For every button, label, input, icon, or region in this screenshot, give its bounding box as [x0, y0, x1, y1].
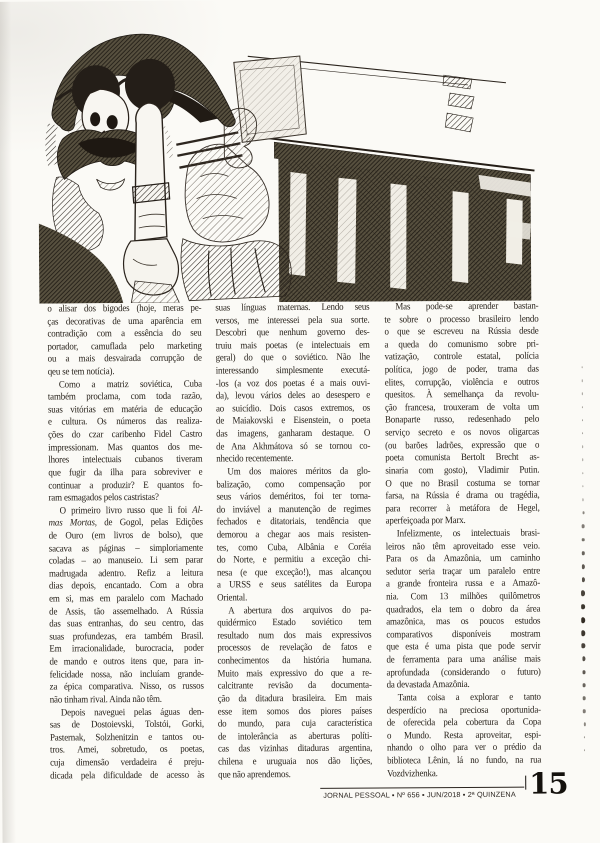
- text-line: suas profundezas, era também Brasil.: [49, 630, 204, 643]
- article-columns: [0, 300, 600, 790]
- text-line: dicada pela dificuldade de acesso às: [50, 769, 205, 782]
- text-line: calcitrante revisão da documenta-: [217, 679, 372, 692]
- text-line: za épica comparativa. Nisso, os russos: [49, 680, 204, 693]
- text-line: leiros não têm aproveitado esse veio.: [385, 540, 540, 553]
- text-line: O que no Brasil costuma se tornar: [384, 477, 540, 490]
- text-line: Pasternak, Solzhenitzin e tantos ou-: [49, 731, 205, 744]
- text-line: ções do czar caribenho Fidel Castro: [48, 428, 203, 441]
- text-line: de mando e outros itens que, para in-: [49, 655, 204, 668]
- text-line: de Ouro (em livros de bolso), que: [48, 529, 203, 542]
- text-line: política, jogo de poder, trama das: [384, 363, 539, 376]
- text-line: Oriental.: [217, 592, 248, 604]
- text-line: Bonaparte russo, redesenhado pelo: [384, 414, 539, 426]
- text-line: biblioteca Lênin, lá no fundo, na rua: [386, 754, 541, 767]
- text-line: Mas pode-se aprender bastan-: [394, 300, 538, 313]
- text-line: de Ana Akhmátova só se tornou co-: [216, 440, 371, 453]
- text-line: impressionam. Mas quantos dos me-: [48, 441, 203, 454]
- text-line: te sobre o processo brasileiro lendo: [383, 313, 539, 326]
- text-line: portador, camuflada pelo marketing: [47, 340, 202, 353]
- text-line: sedutor seria traçar um paralelo entre: [385, 565, 540, 578]
- text-column-3: [384, 301, 541, 781]
- text-line: amazônica, mas os poucos estudos: [385, 615, 540, 628]
- text-line: desperdício na preciosa oportunida-: [386, 704, 541, 716]
- text-line: de Assis, tão assemelhado. A Rússia: [49, 605, 204, 618]
- footer-tick: [525, 776, 526, 790]
- text-line: nhecido recentemente.: [216, 453, 294, 465]
- text-line: O primeiro livro russo que li foi Al-: [59, 504, 203, 517]
- text-line: não tinham rival. Ainda não têm.: [49, 693, 162, 706]
- text-line: suas vitórias em matéria de educação: [47, 403, 203, 416]
- text-line: continuar a produzir? E quantos fo-: [48, 479, 203, 492]
- text-line: ou a mais desvairada corrupção de: [47, 353, 202, 365]
- text-line: resultado num dos mais expressivos: [217, 629, 372, 642]
- text-line: madrugada adentro. Refiz a leitura: [48, 567, 204, 580]
- text-line: cuja dimensão verdadeira é preju-: [50, 756, 205, 769]
- text-line: interessando simplesmente executá-: [215, 364, 370, 377]
- text-line: fechados e ditatoriais, tendência que: [216, 515, 371, 528]
- text-line: demorou a chegar aos mais resisten-: [216, 528, 371, 541]
- text-line: da devastada Amazônia.: [386, 679, 470, 691]
- text-line: nesa (e que exceção!), mas alcançou: [216, 566, 372, 579]
- text-line: quadrados, ela tem o dobro da área: [385, 603, 540, 616]
- text-line: Muito mais expressivo do que a re-: [217, 667, 372, 680]
- text-line: a grande fronteira russa e a Amazô-: [385, 577, 540, 590]
- text-line: e cultura. Os números das realiza-: [47, 416, 203, 429]
- text-column-1: [47, 303, 204, 783]
- text-line: sinaria com gosto), Vladimir Putin.: [384, 464, 539, 477]
- text-line: do inviável a manutenção de regimes: [216, 503, 371, 516]
- text-line: ças decorativas de uma aparência em: [47, 315, 202, 328]
- text-line: serviço secreto e os novos oligarcas: [384, 426, 539, 439]
- page-number: 15: [529, 766, 568, 801]
- text-line: processos de revelação de fatos e: [217, 642, 372, 654]
- text-line: farsa, na Rússia é drama ou tragédia,: [384, 489, 540, 502]
- text-line: ao suicídio. Dois casos extremos, os: [215, 402, 371, 415]
- text-line: aperfeiçoada por Marx.: [385, 515, 466, 527]
- text-line: esse item somos dos piores países: [217, 705, 372, 718]
- text-line: Depois naveguei pelas águas den-: [60, 706, 204, 718]
- text-line: das suas entranhas, do seu centro, das: [49, 617, 204, 630]
- text-line: nia. Com 13 milhões quilômetros: [385, 590, 540, 603]
- text-line: ram esmagados pelos castristas?: [48, 492, 159, 504]
- text-line: -los (a voz dos poetas é a mais ouvi-: [215, 377, 370, 390]
- text-line: tros. Amei, sobretudo, os poetas,: [49, 743, 205, 756]
- text-line: versos, me interessei pela sua sorte.: [215, 314, 370, 327]
- text-line: contradição com a essência do seu: [47, 327, 202, 340]
- text-line: poeta comunista Bertolt Brecht as-: [384, 451, 539, 464]
- text-line: vatização, controle estatal, polícia: [384, 350, 539, 363]
- text-line: que não aprendemos.: [218, 768, 291, 781]
- text-line: conhecimentos da história humana.: [217, 654, 372, 667]
- text-line: cas das vizinhas ditaduras argentina,: [217, 742, 373, 755]
- footer-meta-text: JORNAL PESSOAL ▪ Nº 656 ▪ JUN/2018 ▪ 2ª QUINZENA: [323, 789, 516, 800]
- text-line: tes, como Cuba, Albânia e Coréia: [216, 541, 371, 554]
- text-line: quesitos. À semelhança da revolu-: [384, 388, 539, 401]
- text-line: qeu se tem notícia).: [47, 366, 115, 378]
- text-line: Descobri que nenhum governo des-: [215, 326, 370, 339]
- text-line: chilena e uruguaia nos dão lições,: [218, 755, 373, 768]
- text-line: a queda do comunismo sobre pri-: [384, 338, 539, 351]
- text-line: dias depois, encantado. Com a obra: [48, 580, 204, 592]
- text-line: do mundo, para cuja característica: [217, 717, 373, 730]
- text-line: de oferecida pela cobertura da Copa: [386, 716, 541, 729]
- text-line: seus vários deméritos, foi ter torna-: [216, 490, 371, 503]
- text-line: truiu mais poetas (e intelectuais em: [215, 339, 370, 352]
- text-line: o Mundo. Resta aproveitar, espi-: [386, 729, 541, 742]
- text-line: coladas – ao manuseio. Li sem parar: [48, 554, 204, 567]
- text-line: sacava as páginas – simploriamente: [48, 542, 203, 555]
- text-line: da), levou vários deles ao desespero e: [215, 389, 371, 402]
- text-line: das imagens, ganharam destaque. O: [216, 427, 371, 440]
- pen-ink-illustration: [38, 25, 540, 304]
- text-line: elites, corrupção, violência e outros: [384, 376, 539, 389]
- text-line: do Norte, e permitiu a exceção chi-: [216, 553, 372, 566]
- text-line: Infelizmente, os intelectuais brasi-: [396, 527, 540, 540]
- text-line: de intolerância as aberturas políti-: [217, 730, 373, 743]
- text-line: ção francesa, trouxeram de volta um: [384, 401, 539, 414]
- text-line: Tanta coisa a explorar e tanto: [397, 691, 541, 704]
- text-line: sas de Dostoievski, Tolstói, Gorki,: [49, 718, 205, 731]
- text-line: de Maiakovski e Eisenstein, o poeta: [215, 415, 371, 427]
- text-line: o alisar dos bigodes (hoje, meras pe-: [47, 302, 202, 315]
- text-line: que fugir da ilha para sobreviver e: [48, 466, 203, 479]
- text-line: balização, como compensação por: [216, 478, 371, 491]
- text-line: Para os da Amazônia, um caminho: [385, 552, 540, 565]
- text-line: A abertura dos arquivos do pa-: [228, 604, 372, 617]
- text-line: ção da ditadura brasileira. Em mais: [217, 692, 372, 705]
- text-line: para recorrer à metáfora de Hegel,: [385, 502, 540, 515]
- text-line: de ferramenta para uma análise mais: [385, 653, 541, 666]
- text-line: em si, mas em paralelo com Machado: [49, 592, 204, 605]
- text-line: aprofundada (considerando o futuro): [386, 666, 541, 679]
- text-line: nhando o olho para ver o prédio da: [386, 741, 541, 754]
- text-line: o que se escreveu na Rússia desde: [383, 325, 539, 338]
- text-line: que esta é uma pista que pode servir: [385, 640, 541, 653]
- text-line: (ou barões ladrões, expressão que o: [384, 439, 539, 452]
- text-line: lhores intelectuais cubanos tiveram: [48, 453, 203, 466]
- text-line: Vozdvizhenka.: [386, 767, 438, 780]
- text-column-2: [215, 302, 372, 782]
- text-line: Um dos maiores méritos da glo-: [227, 465, 371, 478]
- text-line: também proclama, com toda razão,: [47, 390, 203, 403]
- text-line: felicidade nossa, não incluíam grande-: [49, 668, 204, 681]
- text-line: suas línguas maternas. Lendo seus: [215, 301, 370, 314]
- text-line: mas Mortas, de Gogol, pelas Edições: [48, 516, 203, 529]
- text-line: a URSS e seus satélites da Europa: [216, 578, 372, 591]
- text-line: Como a matriz soviética, Cuba: [58, 378, 202, 391]
- text-line: quidérmico Estado soviético tem: [217, 616, 372, 629]
- text-line: Em irracionalidade, burocracia, poder: [49, 643, 204, 655]
- text-line: comparativos disponíveis mostram: [385, 628, 540, 641]
- text-line: geral) do que o soviético. Não lhe: [215, 352, 370, 364]
